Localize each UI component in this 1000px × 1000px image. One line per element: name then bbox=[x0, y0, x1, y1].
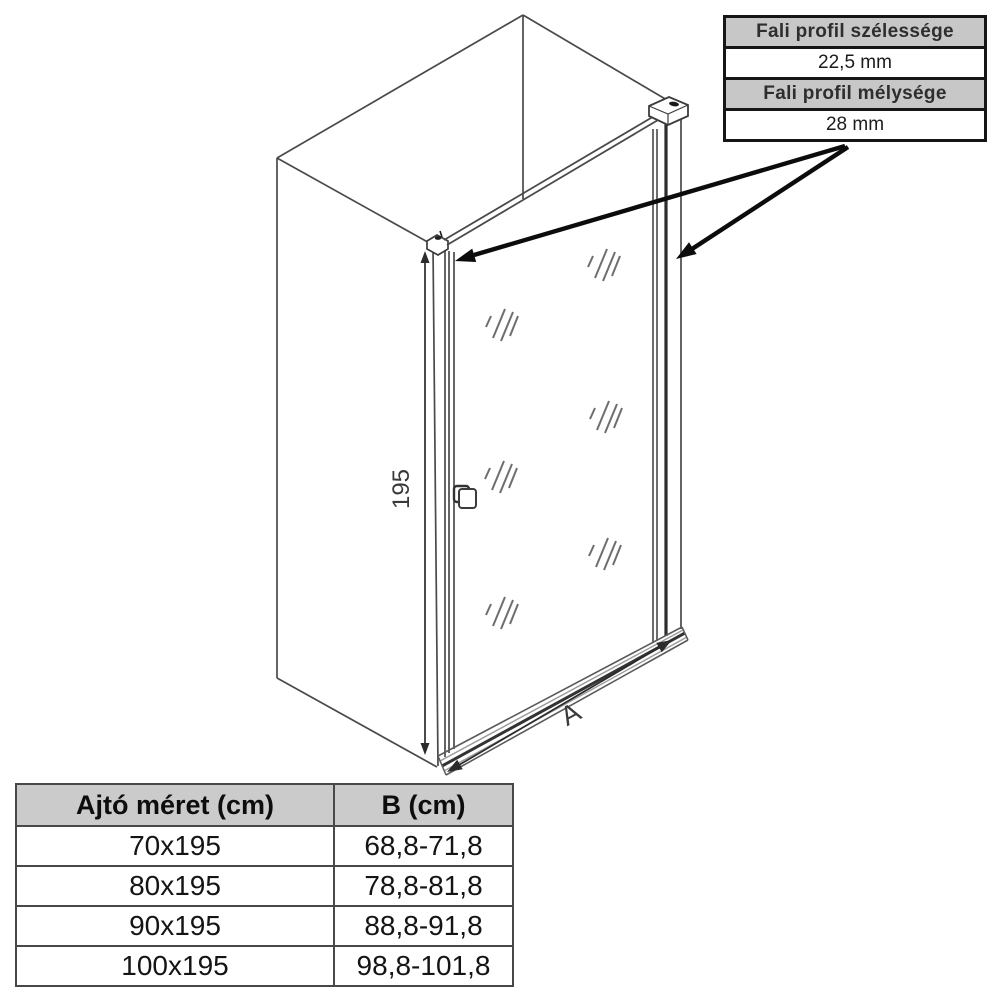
callout-arrow-right-profile bbox=[676, 147, 848, 259]
door-size-cell: 70x195 bbox=[16, 826, 334, 866]
table-row bbox=[16, 946, 513, 986]
door-size-cell: 100x195 bbox=[16, 946, 334, 986]
width-dimension bbox=[447, 640, 672, 772]
size-table-header-door-size: Ajtó méret (cm) bbox=[16, 784, 334, 826]
profile-width-value: 22,5 mm bbox=[726, 46, 984, 77]
left-profile-top-cap bbox=[427, 231, 448, 255]
callout-arrow-left-profile bbox=[455, 146, 845, 262]
profile-spec-table bbox=[723, 15, 987, 142]
profile-depth-value: 28 mm bbox=[726, 108, 984, 139]
height-dimension-label: 195 bbox=[388, 468, 415, 510]
door-size-cell: 80x195 bbox=[16, 866, 334, 906]
height-dimension bbox=[388, 251, 430, 755]
door-handle bbox=[454, 486, 476, 508]
left-wall-panel bbox=[277, 158, 438, 767]
cap-screw-icon bbox=[435, 236, 441, 240]
door-size-table bbox=[15, 783, 514, 987]
glass-door-edge bbox=[653, 129, 657, 642]
table-row bbox=[16, 826, 513, 866]
table-row bbox=[16, 866, 513, 906]
b-range-cell: 78,8-81,8 bbox=[334, 866, 513, 906]
width-dimension-label: A bbox=[555, 696, 586, 732]
right-profile-top-bracket bbox=[649, 97, 688, 125]
b-range-cell: 68,8-71,8 bbox=[334, 826, 513, 866]
right-wall-profile bbox=[666, 114, 681, 636]
glass-hatch-marks bbox=[485, 249, 622, 629]
support-bar bbox=[444, 115, 658, 245]
door-size-cell: 90x195 bbox=[16, 906, 334, 946]
profile-width-label: Fali profil szélessége bbox=[726, 18, 984, 46]
size-table-header-row bbox=[16, 784, 513, 826]
profile-depth-label: Fali profil mélysége bbox=[726, 77, 984, 108]
b-range-cell: 98,8-101,8 bbox=[334, 946, 513, 986]
left-wall-profile bbox=[445, 249, 454, 757]
size-table-header-b: B (cm) bbox=[334, 784, 513, 826]
table-row bbox=[16, 906, 513, 946]
b-range-cell: 88,8-91,8 bbox=[334, 906, 513, 946]
enclosure-outline bbox=[277, 15, 667, 245]
